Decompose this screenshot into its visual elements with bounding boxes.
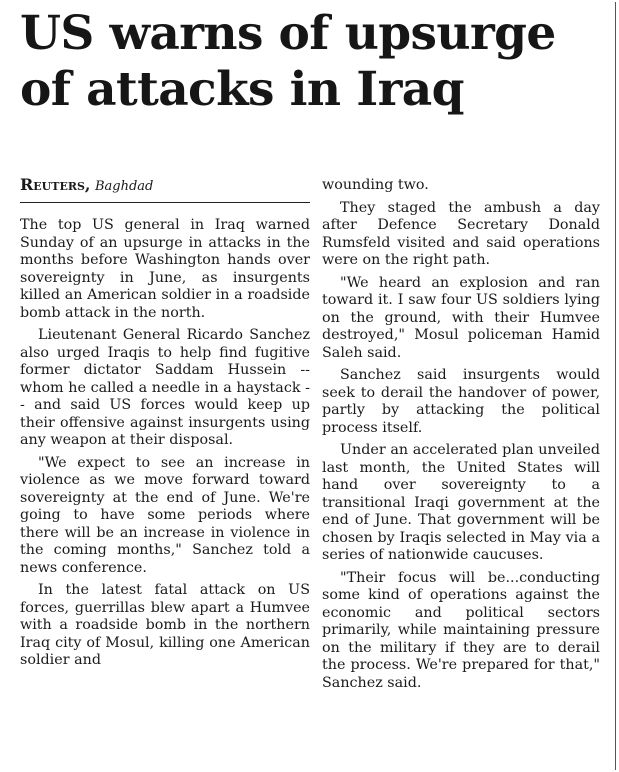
- paragraph: "We heard an explosion and ran toward it. I saw four US soldiers lying on the ground, with their Humvee destroyed," Mosul policeman Hamid Saleh said.: [322, 274, 600, 361]
- byline-place: Baghdad: [94, 179, 154, 194]
- column-rule: [615, 2, 616, 770]
- paragraph: The top US general in Iraq warned Sunday of an upsurge in attacks in the months before Washington hands over sovereignty in June, as insurgents killed an American soldier in a roadside bomb attack in the north.: [20, 217, 310, 321]
- headline-line-1: US warns of upsurge: [20, 6, 556, 61]
- headline-line-2: of attacks in Iraq: [20, 62, 464, 117]
- paragraph: Lieutenant General Ricardo Sanchez also urged Iraqis to help find fugitive former dictator Saddam Hussein -- whom he called a needle in a haystack -- and said US forces would keep up their offensive against insurgents using any weapon at their disposal.: [20, 327, 310, 448]
- headline: [20, 6, 590, 118]
- paragraph-continued: wounding two.: [322, 177, 429, 193]
- article-column-left: [20, 217, 310, 675]
- paragraph: "We expect to see an increase in violence as we move forward toward sovereignty at the end of June. We're going to have some periods where there will be an increase in violence in the coming months," Sanchez told a news conference.: [20, 454, 310, 576]
- paragraph: They staged the ambush a day after Defence Secretary Donald Rumsfeld visited and said operations were on the right path.: [322, 199, 600, 268]
- paragraph: Sanchez said insurgents would seek to derail the handover of power, partly by attacking the political process itself.: [322, 367, 600, 436]
- byline: [20, 175, 310, 203]
- paragraph: "Their focus will be...conducting some kind of operations against the economic and political sectors primarily, while maintaining pressure on the military if they are to derail the process. We're prepared for that," Sanchez said.: [322, 569, 600, 691]
- paragraph: In the latest fatal attack on US forces, guerrillas blew apart a Humvee with a roadside bomb in the northern Iraq city of Mosul, killing one American soldier and: [20, 582, 310, 668]
- paragraph: Under an accelerated plan unveiled last month, the United States will hand over sovereignty to a transitional Iraqi government at the end of June. That government will be chosen by Iraqis selected in May via a series of nationwide caucuses.: [322, 442, 600, 563]
- byline-agency: Reuters,: [20, 175, 91, 194]
- article-column-right: [322, 177, 600, 697]
